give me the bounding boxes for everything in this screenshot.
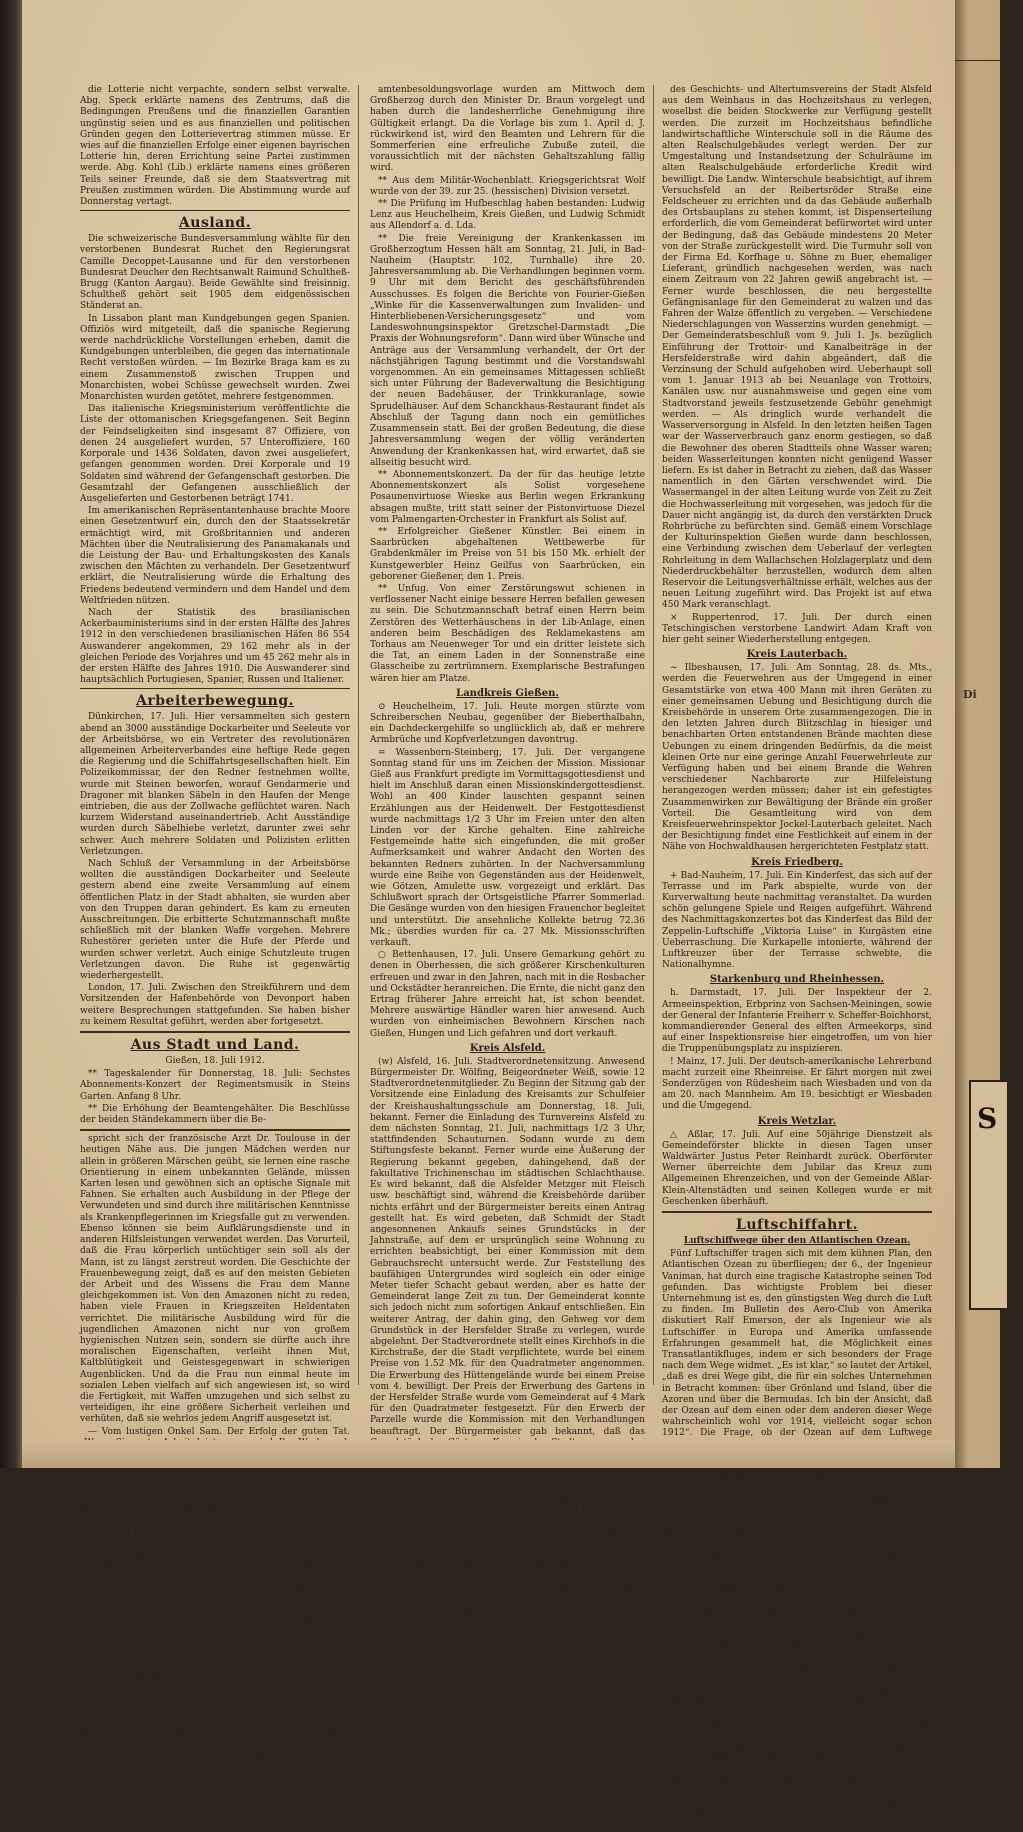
- divider: [80, 688, 350, 689]
- article: Nach der Statistik des brasilianischen Ackerbauministeriums sind in der ersten Hälfte des Jahres 1912 in den verschiedenen brasilianischen Häfen 86 554 Auswanderer angekommen, 29 162 mehr als in der gleichen Periode des Vorjahres und um 45 262 mehr als in der ersten Hälfte des Jahres 1910. Die Auswanderer sind hauptsächlich Portugiesen, Spanier, Russen und Italiener.: [80, 607, 350, 686]
- adjacent-page-boxed-letter: S: [969, 1080, 1009, 1310]
- article: ⊙ Heuchelheim, 17. Juli. Heute morgen stürzte vom Schreiberschen Neubau, gegenüber der Bieberthalbahn, ein Dachdeckergehilfe so unglücklich ab, daß er mehrere Armbrüche und Kopfverletzungen davontrug.: [370, 701, 645, 746]
- divider: [955, 60, 1000, 61]
- section-title-starkenburg: Starkenburg und Rheinhessen.: [709, 974, 885, 986]
- article: Nach Schluß der Versammlung in der Arbeitsbörse wollten die ausständigen Dockarbeiter und Seeleute gestern abend eine zweite Versammlung auf einem öffentlichen Platz in der Stadt abhalten, sie wurden aber von den Truppen daran gehindert. Es kam zu erneuten Ausschreitungen. Die erbitterte Schutzmannschaft mußte schließlich mit der blanken Waffe vorgehen. Mehrere Ruhestörer gerieten unter die Hufe der Pferde und wurden schwer verletzt. Auch einige Schutzleute trugen Verletzungen davon. Die Ruhe ist gegenwärtig wiederhergestellt.: [80, 859, 350, 982]
- section-title-kreis-friedberg: Kreis Friedberg.: [751, 856, 843, 868]
- article: London, 17. Juli. Zwischen den Streikführern und dem Vorsitzenden der Hafenbehörde von Devonport haben weitere Besprechungen stattgefunden. Sie haben bisher zu keinem Resultat geführt, werden aber fortgesetzt.: [80, 983, 350, 1027]
- section-title-kreis-lauterbach: Kreis Lauterbach.: [746, 649, 848, 661]
- article: ** Die Prüfung im Hufbeschlag haben bestanden: Ludwig Lenz aus Heuchelheim, Kreis Gießen, und Ludwig Schmidt aus Allendorf a. d. Lda.: [370, 199, 645, 232]
- newspaper-columns: [70, 85, 942, 1831]
- column-1: [80, 85, 350, 1762]
- adjacent-page-edge: [955, 0, 1000, 1468]
- article: ** Aus dem Militär-Wochenblatt. Kriegsgerichtsrat Wolf wurde von der 39. zur 25. (hessischen) Division versetzt.: [370, 175, 645, 197]
- article: ** Unfug. Von einer Zerstörungswut schienen in verflossener Nacht einige bessere Herren befallen gewesen zu sein. Die Schutzmannschaft betraf einen Herrn beim Zerstören des Wetterhäuschens in der Lib-Anlage, einen anderen beim Beschädigen des Reklamekastens am Torhaus am Neuenweger Tor und ein dritter leistete sich die Tat, an einem Laden in der Sonnenstraße eine Glasscheibe zu zertrümmern. Exemplarische Bestrafungen wären hier am Platze.: [370, 583, 645, 684]
- article: △ Aßlar, 17. Juli. Auf eine 50jährige Dienstzeit als Gemeindeförster blickte in diesen Tagen unser Waldwärter Justus Peter Reinhardt zurück. Oberförster Werner überreichte dem Jubilar das Kreuz zum Allgemeinen Ehrenzeichen, und von der Gemeinde Aßlar-Klein-Altenstädten und seinen Kollegen wurde er mit Geschenken überhäuft.: [662, 1129, 932, 1207]
- divider: [80, 210, 350, 211]
- section-title-stadt-land: Aus Stadt und Land.: [130, 1037, 300, 1054]
- column-rule: [358, 85, 359, 1385]
- column-3: [662, 85, 932, 1831]
- article: spricht sich der französische Arzt Dr. Toulouse in der heutigen Nähe aus. Die jungen Mädchen werden nur allein in größeren Märschen geübt, sie lernen eine rasche Orientierung in einem unbekannten Gelände, müssen Karten lesen und gewöhnen sich an optische Signale mit Fahnen. Sie erhalten auch Ausbildung in der Pflege der Verwundeten und sind durch ihre militärischen Kenntnisse als Krankenpflegerinnen im Kriegsfalle gut zu verwenden. Ebenso können sie beim Aufklärungsdienste und in anderen Hilfsleistungen verwendet werden. Das Vorurteil, daß die Frau körperlich untüchtiger sein soll als der Mann, ist zu längst zerstreut worden. Die Geschichte der Frauenbewegung zeigt, daß es auf den meisten Gebieten der Arbeit und des Wissens die Frau dem Manne gleichgekommen ist. Von den Amazonen nicht zu reden, haben viele Frauen in Kriegszeiten Heldentaten verrichtet. Die militärische Ausbildung wird für die jugendlichen Amazonen nicht nur von großem hygienischen Nutzen sein, sondern sie dürfte auch ihre moralischen Eigenschaften, verleiht ihnen Mut, Kaltblütigkeit und Geistesgegenwart in schwierigen Augenblicken. Und da die Frau nun einmal heute im sozialen Leben vielfach auf sich angewiesen ist, so wird die Fertigkeit, mit Waffen umzugehen und sich selbst zu verteidigen, ihr eine größere Sicherheit verleihen und verhüten, daß sie wehrlos jedem Angriff ausgesetzt ist.: [80, 1134, 350, 1425]
- article: ○ Bettenhausen, 17. Juli. Unsere Gemarkung gehört zu denen in Oberhessen, die sich größerer Kirschenkulturen erfreuen und zwar in den Jahren, nach mit in die Rosbacher und Ockstädter heranreichen. Die Ernte, die nicht ganz den Ertrag früherer Jahre erreicht hat, ist schon beendet. Mehrere auswärtige Händler waren hier anwesend. Auch wurden von einheimischen Bewohnern Kirschen nach Gießen, Hungen und Lich gefahren und dort verkauft.: [370, 950, 645, 1039]
- article: ~ Ilbeshausen, 17. Juli. Am Sonntag, 28. ds. Mts., werden die Feuerwehren aus der Umgegend in einer Gesamtstärke von etwa 400 Mann mit ihren Geräten zu einer gemeinsamen Uebung und Besichtigung durch die Kreisbehörde in unserem Orte zusammengezogen. Die in den letzten Jahren durch Blitzschlag in hiesiger und benachbarten Orten entstandenen Brände machten diese Uebungen zu einem dringenden Bedürfnis, da die meist kleinen Orte nur eine geringe Anzahl Feuerwehrleute zur Verfügung haben und bei einem Brande die Wehren verschiedener Nachbarorte zur Hilfeleistung herangezogen werden müssen; daher ist ein gefestigtes Zusammenwirken zur Bewältigung der Brände ein großer Vorteil. Die Gesamtleitung wird von dem Kreisfeuerwehrinspektor Jockel-Lauterbach geleitet. Nach der Besichtigung findet eine Festlichkeit auf einem in der Nähe von Hochwaldhausen hergerichteten Festplatz statt.: [662, 663, 932, 853]
- column-2: [370, 85, 645, 1616]
- article: Die schweizerische Bundesversammlung wählte für den verstorbenen Bundesrat Ruchet den Regierungsrat Camille Decoppet-Lausanne und für den verstorbenen Bundesrat Deucher den Rechtsanwalt Raimund Schultheß-Brugg (Kanton Aargau). Beide Gewählte sind freisinnig. Schultheß gehört seit 1905 dem eidgenössischen Ständerat an.: [80, 234, 350, 312]
- section-title-ausland: Ausland.: [178, 215, 252, 232]
- article-headline: Luftschiffwege über den Atlantischen Ozean.: [683, 1236, 911, 1247]
- dateline: Gießen, 18. Juli 1912.: [165, 1056, 265, 1067]
- article: × Ruppertenrod, 17. Juli. Der durch einen Tetschingischen verstorbene Landwirt Adam Kraft von hier geht seiner Wiederherstellung entgegen.: [662, 612, 932, 645]
- article: ! Mainz, 17. Juli. Der deutsch-amerikanische Lehrerbund macht zurzeit eine Rheinreise. Er fährt morgen mit zwei Sonderzügen von Rüdesheim nach Wiesbaden und von da am 20. nach Mannheim. Am 19. besichtigt er Wiesbaden und die Umgegend.: [662, 1056, 932, 1112]
- article: + Bad-Nauheim, 17. Juli. Ein Kinderfest, das sich auf der Terrasse und im Park abspielte, wurde von der Kurverwaltung heute nachmittag veranstaltet. Da wurden schön gelungene Spiele und Reigen aufgeführt. Während des Nachmittagskonzertes bot das Kinderfest das Bild der Zeppelin-Luftschiffe „Viktoria Luise“ in Kurgästen eine Ueberraschung. Die Kurkapelle intonierte, während der Luftkreuzer über der Terrasse schwebte, die Nationalhymne.: [662, 870, 932, 971]
- section-title-landkreis-giessen: Landkreis Gießen.: [456, 687, 559, 699]
- article: ** Tageskalender für Donnerstag, 18. Juli: Sechstes Abonnements-Konzert der Regimentsmusik in Steins Garten. Anfang 8 Uhr.: [80, 1069, 350, 1102]
- adjacent-page-fragment: Di: [963, 688, 977, 701]
- article: = Wassenborn-Steinberg, 17. Juli. Der vergangene Sonntag stand für uns im Zeichen der Mission. Missionar Gieß aus Frankfurt predigte im Vormittagsgottesdienst und hielt im Anschluß daran einen Missionskindergottesdienst. Wohl an 400 Kinder lauschten gespannt seinen Erzählungen aus der Heidenwelt. Der Festgottesdienst wurde nachmittags 1/2 3 Uhr im Freien unter den alten Linden vor der Kirche gehalten. Eine zahlreiche Festgemeinde hatte sich eingefunden, die mit großer Aufmerksamkeit und wahrer Andacht den Worten des bekannten Redners zuhörten. In der Nachversammlung wurde eine Reihe von Gegenständen aus der Heidenwelt, wie Götzen, Amulette usw. vorgezeigt und erklärt. Das Schlußwort sprach der Ortsgeistliche Pfarrer Sommerlad. Die Gesänge wurden von den hiesigen Frauenchor begleitet und unterstützt. Die ansehnliche Kollekte betrug 72.36 Mk.; überdies wurden für ca. 27 Mk. Missionsschriften verkauft.: [370, 747, 645, 949]
- article: — Vom lustigen Onkel Sam. Der Erfolg der guten Tat. 2000 Bilder hinterlassen, und jetzt haben wir hier in Amerika allein schon 10 000 in unseren Sammlungen.“ — Ein wirksames Mittel. Erster Kadett: „Wie halt du das nur fertig gebracht, daß Miß Phillips dich für den schönsten Kerl auf Erden hält?“ Zweiter Kadett: „Ganz einfach. Ich hab ihr 20 Rosen an ihrem 30. Geburtstag geschickt.“ — Er ist zufrieden. Henlein: „Nun, wie sind Sie zufrieden mit Ihren Erfolgen bei den Zeitschriften?“ Der Dichter: „Großartig! Ich bekomme jetzt meine Manuskripte in der Hälfte der Zeit zurück.“ — „Na, es geht. Ich verliere wenigstens nichts — sie schicken mir immer ganz genau so viel zurück, wie ich ihnen eingesandt habe.“ — Der Moralphilosoph. „Wenn wir uns entschließen, unseren Feinden zu vergeben, so beginnen wir in der Regel mit denen, die größer und stärker sind als wir.“ — Der Politiker und der Wähler. Der Politiker: „Welches ist die nächste Frage, die wir vor das amerikanische Volk bringen müssen?“ Der Wähler (einfallend): „Fragen haben wir jetzt genug gehabt. Was wir brauchen, das sind nun ein paar Antworten!“ — Warum er schwor. Ein Vater sagte zu seinem Sohn, der noch nicht seine Laufbahn damit begonnen hat, daß er sich 50 Dollar pumpte. „Finden Sie nicht, daß man einem Manne benommen muß, der soviel Mut hatte?“ „Nein, das kann ich nicht finden“, erwiderte Mr. Growcher, „der Mann, den ich bewundere, das ist der andere, der den Mut hatte, sie ihm zu geben.“: [80, 1426, 350, 1762]
- column-rule: [653, 85, 654, 1385]
- scan-edge: [0, 0, 22, 1468]
- divider: [662, 1211, 932, 1213]
- section-title-luftschiffahrt: Luftschiffahrt.: [736, 1217, 858, 1234]
- article: (w) Alsfeld, 16. Juli. Stadtverordnetensitzung. Anwesend Bürgermeister Dr. Wölfing, Beigeordneter Weiß, sowie 12 Stadtverordnetenmitglieder. Zu Beginn der Sitzung gab der Vorsitzende eine Einladung des Kreisamts zur Schulfeier der Kreishaushaltungsschule am Donnerstag, 18. Juli, bekannt. Ferner die Einladung des Turnvereins Alsfeld zu dem nächsten Sonntag, 21. Juli, nachmittags 1/2 3 Uhr, stattfindenden Schauturnen. Sodann wurde zu dem Stiftungsfeste bekannt. Ferner wurde eine Äußerung der Regierung bekannt gegeben, dahingehend, daß der fakultative Trichinenschau im städtischen Schlachthause. Es wird bekannt, daß die Alsfelder Metzger mit Fleisch usw. beschäftigt sind, während die Kreisbehörde darüber nichts erfährt und der Bürgermeister bereits einen Antrag gestellt hat. Es wird gebeten, daß Schmidt der Stadt angesonnenen Ankaufs seines Grundstücks in der Jahnstraße, auf dem er ursprünglich seine Wohnung zu errichten beabsichtigt, bei einer Kommission mit dem Gebrauchsrecht untersucht werde. Zur Feststellung des baufähigen Untergrundes wird sogleich ein oder einige Meter tiefer Schacht gebaut werden, aber es hatte der Gemeinderat lange Zeit zu tun. Der Gemeinderat konnte sich jedoch nicht zum sofortigen Ankauf entschließen. Ein weiterer Antrag, der dahin ging, den Gehweg vor dem Grundstück in der Hersfelder Straße zu verlegen, wurde abgelehnt. Der Stadtverordnete stellt eines Kirchhofs in die Kirchstraße, der die Stadt verpflichtete, wurde bei einem Preise von 1.52 Mk. für den Quadratmeter angenommen. Die Erwerbung des Hüttengelände wurde bei einem Preise vom 4. bewilligt. Der Preis der Erwerbung des Gartens in der Hersfelder Straße wurde vom Gemeinderat auf 4 Mark für den Quadratmeter festgesetzt. Für den Erwerb der Parzelle wurde die Kommission mit den Verhandlungen beauftragt. Der Bürgermeister gab bekannt, daß das Museumskommission wurde verlesen, um zum Besuch des Volkskindergartens, der den Neubau vor der Kleinkinderschule im Hofe der alten Volksschule errichten will und so diesen Zweck darum nachgesucht hat. Zu einem Antrage, die Volksschule in den Jahren für den öffentlichen Gebrauch ohne Entgelt zu überlassen, wurde beschlossen, den bisher geltenden Vertrag vorzulegen, ebenso wurde die Angelegenheit der Baukommission überwiesen. Zur Anlage wurden die Vorarbeiten für die Wasserleitung zu genehmigen. Gegen den Bau der Kleinkinderschule an sich habe man nichts einzuwenden, der Bauplatz sei geeignet und es wurde beschlossen, dem Vorschlage der Baukommission entsprechend zu beschließen, das Museum: [370, 1056, 645, 1616]
- article: Fünf Luftschiffer tragen sich mit dem kühnen Plan, den Atlantischen Ozean zu überfliegen; der 6., der Ingenieur Vaniman, hat durch eine tragische Katastrophe seinen Tod gefunden. Das wichtigste Problem bei dieser Unternehmung ist es, den günstigsten Weg durch die Luft zu finden. Im Bulletin des Aero-Club von Amerika diskutiert Ralf Emerson, der als Ingenieur wie als Luftschiffer in Europa und Amerika umfassende Erfahrungen gesammelt hat, die Möglichkeit eines Transatlantikfluges, indem er sich besonders der Frage nach dem Wege widmet. „Es ist klar,“ so lautet der Artikel, „daß es drei Wege gibt, die für ein solches Unternehmen in Betracht kommen: über Grönland und Island, über die Azoren und über die Bermudas. Ich bin der Ansicht, daß der Ozean auf dem einen oder dem anderen dieser Wege wahrscheinlich wohl vor 1914, vielleicht sogar schon 1912“. Die Frage, ob der Ozean auf dem Luftwege unterwegs Stationen für Landungen, erfordert aber sichere Motoren. „Auch bei reifster Ueberlegung wird man zu der Ansicht kommen, daß eine Ozeanfahrt weder der Mannschaft noch dem Schiff selbst Gefahren bringt. Für die Ozeanfahrt wäre nach Nordamerika, erstens Ost-West, zweitens über die Azoren. In den Sommermonaten hat der Ozean keine andere Zeit, in der die Ueberquerung so leicht wäre. Der ruhige Wind verspricht, daß das Schiff bei günstiger Wetterlage 50 Stunden die Strecke zurücklegt. Ueber 300 Jahre wurde der Atlantische Ozean auf Segelschiffen durchkreuzt, und es sind 9 Jahre, nachdem Dampfmaschinen als Hilfskräfte den Segeln hinzugefügt waren, vollendete ein Schiff die Ueberfahrt über den Ozean ganz mit Dampfkraft, 31 Jahre nach Fultons glücklicher Fahrt mit dem Dampfboot von New York nach Albany. Der Verkehr über den Ozean ist schon heute über den Ozean möglich, und jahrelange Arbeit war vonnöten, um die drahtlose Telegraphie für transatlantische Entfernungen nutzbar zu machen. Nun können wir hoffen, daß die Tragfähigkeit der Luftschiffahrt ausreichend ist, die Wetterbedingungen unabhängig vom Wetter durchführbar machen wurde.“ Beim Ueberqueren des Ozeans durch die Luft unterscheidet Emerson drei Methoden, die für die Wetterbedingungen in Betracht kommen: 1. Vorausgesetzt ist ein erfahrener Führer an Bord. Die Aufgabe des Ozeans ist zu überwinden. Aeroplanen werden von der Industrie gebaut, die Hauptfahrer des Wassers, wenn sie einen Wind aus Westen bekommen, daß man 2. Höhe mit dem Antriebssystem zu geben; 3. einen Windfahrtplan, der die Luftströme zu einer Nutzung ermöglicht; 4. den Luftstrom von nördlichen gemäßigten Zone in einer Höhe: [662, 1249, 932, 1831]
- article: ** Erfolgreicher Gießener Künstler. Bei einem in Saarbrücken abgehaltenen Wettbewerbe für Grabdenkmäler im Preise von 51 bis 150 Mk. erhielt der Kunstgewerbler Heinz Geilfus von Saarbrücken, ein geborener Gießener, den 1. Preis.: [370, 526, 645, 582]
- article: Im amerikanischen Repräsentantenhause brachte Moore einen Gesetzentwurf ein, durch den der Staatssekretär ermächtigt wird, mit Großbritannien und anderen Mächten über die Neutralisierung des Panamakanals und die Leistung der Bau- und Erhaltungskosten des Kanals zwischen den Mächten zu verhandeln. Der Gesetzentwurf erklärt, die Neutralisierung würde die Erhaltung des Friedens bedeutend vermindern und dem Handel und dem Weltfrieden nützen.: [80, 506, 350, 606]
- intro-paragraph: die Lotterie nicht verpachte, sondern selbst verwalte. Abg. Speck erklärte namens des Zentrums, daß die Bedingungen Preußens und die finanziellen Garantien ungünstig seien und es aus finanziellen und politischen Gründen gegen den Lotterievertrag stimmen müsse. Er wies auf die finanziellen Erfolge einer eigenen bayrischen Lotterie hin, deren Errichtung seine Partei zustimmen werde. Abg. Kohl (Lib.) erklärte namens eines größeren Teils seiner Freunde, daß sie dem Staatsvertrag mit Preußen zustimmen würden. Die Abstimmung wurde auf Donnerstag vertagt.: [80, 85, 350, 208]
- divider: [80, 1129, 350, 1131]
- divider: [80, 1031, 350, 1033]
- section-title-kreis-alsfeld: Kreis Alsfeld.: [469, 1042, 546, 1054]
- article: ** Die freie Vereinigung der Krankenkassen im Großherzogtum Hessen hält am Sonntag, 21. Juli, in Bad-Nauheim (Hauptstr. 102, Turnhalle) ihre 20. Jahresversammlung ab. Die Verhandlungen beginnen vorm. 9 Uhr mit dem Bericht des geschäftsführenden Ausschusses. Es folgen die Berichte von Fourier-Gießen „Winke für die Kassenverwaltungen zum Invaliden- und Hinterbliebenen-Versicherungsgesetz“ und vom Landeswohnungsinspektor Gretzschel-Darmstadt „Die Praxis der Wohnungsreform“. Dann wird über Wünsche und Anträge aus der Versammlung verhandelt, der Ort der nächstjährigen Tagung bestimmt und die Vorstandswahl vorgenommen. An ein gemeinsames Mittagessen schließt sich unter Führung der Badeverwaltung die Besichtigung der neuen Badehäuser, der Trinkkuranlage, sowie Sprudelhäuser. Auf dem Schanckhaus-Restaurant findet als Abschluß der Tagung dann noch ein gemütliches Zusammensein statt. Bei der großen Bedeutung, die diese Jahresversammlung wegen der völlig veränderten Anwendung der Krankenkassen hat, wird erwartet, daß sie allseitig besucht wird.: [370, 233, 645, 468]
- article: Dünkirchen, 17. Juli. Hier versammelten sich gestern abend an 3000 ausständige Dockarbeiter und Seeleute vor der Arbeitsbörse, wo ein Vertreter des revolutionären allgemeinen Arbeiterverbandes eine heftige Rede gegen die Regierung und die Schiffahrtsgesellschaften hielt. Ein Polizeikommissar, der den Redner festnehmen wollte, wurde mit Steinen beworfen, worauf Gendarmerie und Dragoner mit blanken Säbeln in den Haufen der Menge eintrieben, die aus der Zollwache geflüchtet waren. Nach kurzem Widerstand auseinandertrieb. Acht Ausständige wurden durch Säbelhiebe verletzt, darunter zwei sehr schwer. Auch mehrere Soldaten und Polizisten erlitten Verletzungen.: [80, 712, 350, 857]
- article: In Lissabon plant man Kundgebungen gegen Spanien. Offiziös wird mitgeteilt, daß die spanische Regierung werde nachdrückliche Vorstellungen erheben, damit die Kundgebungen unterbleiben, die gegen das internationale Recht verstoßen würden. — Im Bezirke Braga kam es zu einem Zusammenstoß zwischen Truppen und Monarchisten, wobei Schüsse gewechselt wurden. Zwei Monarchisten wurden getötet, mehrere festgenommen.: [80, 313, 350, 403]
- article: ** Abonnementskonzert. Da der für das heutige letzte Abonnementskonzert als Solist vorgesehene Posaunenvirtuose Wieske aus Berlin wegen Erkrankung absagen mußte, tritt statt seiner der Pistonvirtuose Diezel vom Palmengarten-Orchester in Frankfurt als Solist auf.: [370, 469, 645, 525]
- article: amtenbesoldungsvorlage wurden am Mittwoch dem Großherzog durch den Minister Dr. Braun vorgelegt und haben durch die landesherrliche Genehmigung ihre Gültigkeit erlangt. Da die Vorlage bis zum 1. April d. J. rückwirkend ist, wird den Beamten und Lehrern für die Sommerferien eine erfreuliche Zubuße zuteil, die voraussichtlich mit der nächsten Gehaltszahlung fällig wird.: [370, 85, 645, 174]
- article: ** Die Erhöhung der Beamtengehälter. Die Beschlüsse der beiden Ständekammern über die Be-: [80, 1103, 350, 1126]
- page-bottom-edge: [22, 1440, 955, 1468]
- article: Das italienische Kriegsministerium veröffentlichte die Liste der ottomanischen Kriegsgefangenen. Seit Beginn der Feindseligkeiten sind insgesamt 87 Offiziere, von denen 24 ausgeliefert wurden, 57 Unteroffiziere, 160 Korporale und 1436 Soldaten, davon zwei ausgeliefert, gefangen genommen worden. Drei Korporale und 19 Soldaten sind während der Gefangenschaft gestorben. Die Gesamtzahl der Gefangenen ausschließlich der Ausgelieferten und Gestorbenen beträgt 1741.: [80, 404, 350, 504]
- section-title-arbeiterbewegung: Arbeiterbewegung.: [136, 693, 294, 710]
- article: des Geschichts- und Altertumsvereins der Stadt Alsfeld aus dem Weinhaus in das Hochzeitshaus zu verlegen, woselbst die beiden Stockwerke zur Verfügung gestellt werden. Die zurzeit im Hochzeitshaus befindliche landwirtschaftliche Winterschule soll in die Räume des alten Realschulgebäudes verlegt werden. Der zur Umgestaltung und Instandsetzung der Schulräume im alten Realschulgebäude erforderliche Kredit wird bewilligt. Die Landw. Winterschule beabsichtigt, auf ihrem Versuchsfeld an der Reibertsröder Straße eine Feldscheuer zu errichten und da das Gebäude außerhalb des Ortsbauplans zu stehen kommt, ist Dispenserteilung erforderlich, die vom Gemeinderat befürwortet wird unter der Bedingung, daß das Gebäude mindestens 20 Meter von der Straße zurückgestellt wird. Die Turmuhr soll von der Firma Ed. Korfhage u. Söhne zu Buer, ehemaliger Lieferant, gründlich nachgesehen werden, was nach einem Zeitraum von 22 Jahren gewiß angebracht ist. — Ferner wurde beschlossen, die neu hergestellte Gefängnisanlage für den Gemeinderat zu walzen und das Fahren der Walze öffentlich zu vergeben. — Verschiedene Niederschlagungen von Wasserzins wurden genehmigt. — Der Gemeinderatsbeschluß vom 9. Juli 1. Js. bezüglich Einführung der Trottoir- und Kanalbeiträge in der Hersfelderstraße wird dahin abgeändert, daß die Verzinsung der Schuld aufgehoben wird. Ueberhaupt soll vom 1. Januar 1913 ab bei Neuanlage von Trottoirs, Kanälen usw. nur ausnahmsweise und gegen eine vom Stadtvorstand jeweils festzusetzende Gebühr genehmigt werden. — Als dringlich wurde verhandelt die Wasserversorgung in Alsfeld. In den letzten heißen Tagen war der Wasserverbrauch ganz enorm gestiegen, so daß die Bewohner des oberen Stadtteils ohne Wasser waren; beiden Wasserleitungen konnten nicht genügend Wasser liefern. Es ist daher in Betracht zu ziehen, daß das Wasser namentlich in den Gärten verschwendet wird. Die Wassermangel in der alten Leitung wurde von Zeit zu Zeit die Hochwasserleitung mit vorgesehen, was jedoch für die Dauer nicht angängig ist, da durch den verstärkten Druck Rohrbrüche zu befürchten sind. Gemäß einem Vorschlage der Kulturinspektion Gießen wurde dann beschlossen, eine Verbindung zwischen dem Ueberlauf der verlegten Rohrleitung in dem Wallachschen Holzlagerplatz und dem Niederdruckbehälter herzustellen, wodurch dem alten Reservoir die Leitungsverhältnisse erhält, welches aus der neuen Leitung zugeführt wird. Das Projekt ist auf etwa 450 Mark veranschlagt.: [662, 85, 932, 611]
- section-title-kreis-wetzlar: Kreis Wetzlar.: [757, 1115, 837, 1127]
- article: h. Darmstadt, 17. Juli. Der Inspekteur der 2. Armeeinspektion, Erbprinz von Sachsen-Meiningen, sowie der General der Infanterie Freiherr v. Scheffer-Boichhorst, kommandierender General des elften Armeekorps, sind auf einer Inspektionsreise hier eingetroffen, um von hier die Truppenübungsplatz zu inspizieren.: [662, 988, 932, 1055]
